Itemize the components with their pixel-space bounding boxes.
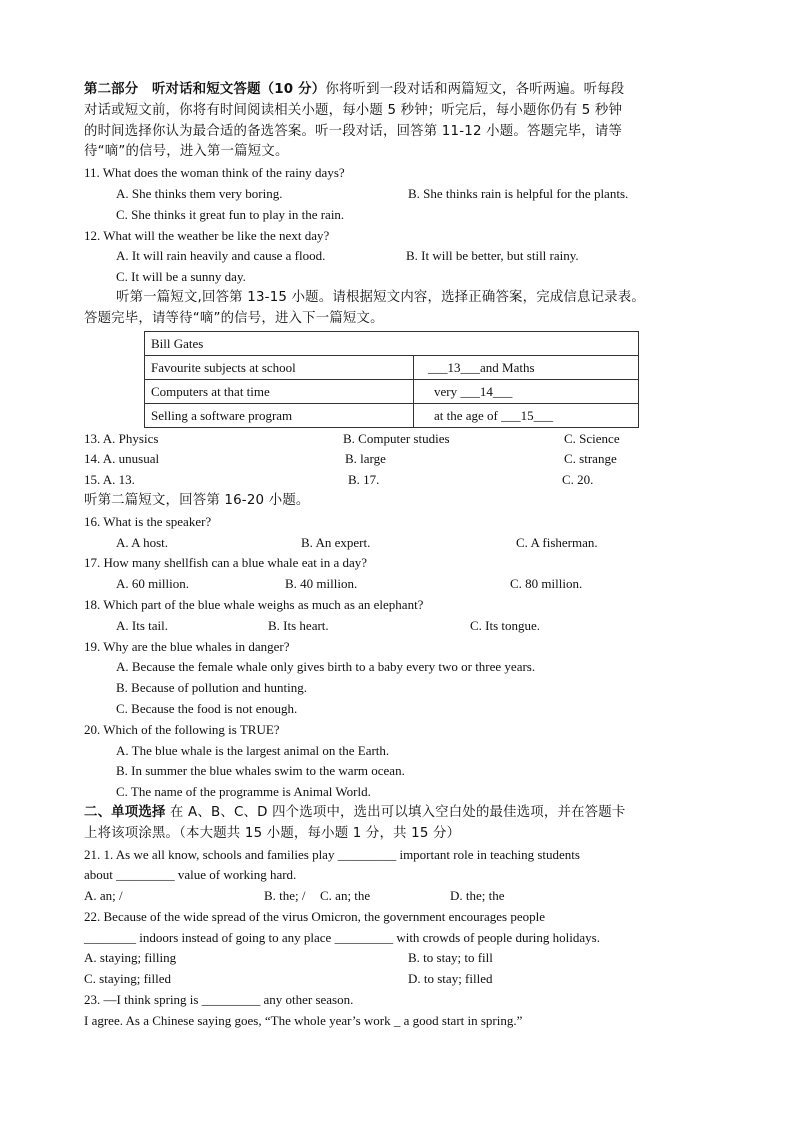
table-title: Bill Gates [145,331,639,355]
part2-heading: 第二部分 听对话和短文答题（10 分） [84,82,326,97]
option: C. A fisherman. [516,534,598,550]
table-row [145,403,639,427]
option: 15. A. 13. [84,472,135,488]
option: D. to stay; filled [408,971,493,987]
option-row [84,616,714,637]
option: C. strange [564,451,617,467]
question-stem: ________ indoors instead of going to any place _________ with crowds of people during holidays. [84,929,600,945]
passage2-instruction: 听第二篇短文，回答第 16-20 小题。 [84,492,310,508]
option: B. Because of pollution and hunting. [116,680,308,696]
option-row [84,533,714,554]
part2-intro-line-2: 对话或短文前，你将有时间阅读相关小题，每小题 5 秒钟；听完后，每小题你仍有 5 秒钟 [84,102,623,118]
part2-intro-line-1: 第二部分 听对话和短文答题（10 分）你将听到一段对话和两篇短文，各听两遍。听每段 [84,82,625,97]
single-choice-intro-1: 二、单项选择 在 A、B、C、D 四个选项中，选出可以填入空白处的最佳选项，并在答题卡 [84,804,626,820]
option: C. It will be a sunny day. [116,269,246,285]
option: B. large [345,451,386,467]
option: B. She thinks rain is helpful for the plants. [408,185,629,201]
option: B. In summer the blue whales swim to the warm ocean. [116,763,405,779]
option-row [84,246,714,267]
option: C. Science [564,430,620,446]
option: B. Its heart. [268,617,329,633]
question-stem: 23. —I think spring is _________ any other season. [84,992,354,1008]
option: A. staying; filling [84,950,177,966]
question-stem: 11. What does the woman think of the rainy days? [84,165,345,181]
option: C. an; the [320,888,371,904]
option-row [84,470,714,491]
option: C. Because the food is not enough. [116,700,298,716]
option: B. 17. [348,472,380,488]
single-choice-intro-2: 上将该项涂黑。（本大题共 15 小题，每小题 1 分，共 15 分） [84,825,461,841]
option: 13. A. Physics [84,430,159,446]
option-row [84,184,714,205]
question-stem: 12. What will the weather be like the next day? [84,227,330,243]
option-row [84,886,714,907]
info-record-table [144,331,639,428]
passage1-instruction-2: 答题完毕，请等待“嘀”的信号，进入下一篇短文。 [84,310,384,326]
option: B. 40 million. [285,576,358,592]
option: B. An expert. [301,534,371,550]
question-stem: I agree. As a Chinese saying goes, “The whole year’s work _ a good start in spring.” [84,1012,523,1028]
part2-intro-line-4: 待“嘀”的信号，进入第一篇短文。 [84,144,289,160]
option-row [84,574,714,595]
question-stem: 18. Which part of the blue whale weighs as much as an elephant? [84,596,424,612]
table-row [145,355,639,379]
question-stem: about _________ value of working hard. [84,867,297,883]
option: A. The blue whale is the largest animal on the Earth. [116,742,390,758]
option: C. She thinks it great fun to play in the rain. [116,206,345,222]
question-stem: 21. 1. As we all know, schools and families play _________ important role in teaching students [84,846,580,862]
question-stem: 20. Which of the following is TRUE? [84,721,280,737]
part2-intro-line-3: 的时间选择你认为最合适的备选答案。听一段对话，回答第 11-12 小题。答题完毕，请等 [84,123,623,139]
option: A. 60 million. [116,576,189,592]
table-cell-label: Selling a software program [145,403,414,427]
section-heading: 二、单项选择 [84,804,166,820]
option: A. It will rain heavily and cause a flood. [116,248,326,264]
question-stem: 22. Because of the wide spread of the virus Omicron, the government encourages people [84,908,545,924]
option: C. 20. [562,472,594,488]
option: D. the; the [450,888,505,904]
option: A. an; / [84,888,123,904]
question-stem: 19. Why are the blue whales in danger? [84,638,290,654]
table-cell-value: very ___14___ [414,379,639,403]
table-cell-value: at the age of ___15___ [414,403,639,427]
option: C. Its tongue. [470,617,541,633]
option-row [84,969,714,990]
option: A. She thinks them very boring. [116,185,283,201]
table-cell-label: Favourite subjects at school [145,355,414,379]
option-row [84,429,714,450]
table-row [145,379,639,403]
table-cell-label: Computers at that time [145,379,414,403]
option: A. Its tail. [116,617,168,633]
passage1-instruction-1: 听第一篇短文,回答第 13-15 小题。请根据短文内容，选择正确答案，完成信息记录表。 [116,289,645,305]
table-cell-value: ___13___and Maths [414,355,639,379]
option: B. to stay; to fill [408,950,493,966]
option: 14. A. unusual [84,451,160,467]
option: B. Computer studies [343,430,450,446]
option-row [84,449,714,470]
question-stem: 16. What is the speaker? [84,513,212,529]
option: C. staying; filled [84,971,172,987]
option: B. the; / [264,888,306,904]
exam-page [84,80,714,1032]
option: C. 80 million. [510,576,583,592]
question-stem: 17. How many shellfish can a blue whale eat in a day? [84,555,368,571]
option: B. It will be better, but still rainy. [406,248,579,264]
option-row [84,948,714,969]
option: A. A host. [116,534,169,550]
option: A. Because the female whale only gives birth to a baby every two or three years. [116,659,536,675]
option: C. The name of the programme is Animal World. [116,784,371,800]
